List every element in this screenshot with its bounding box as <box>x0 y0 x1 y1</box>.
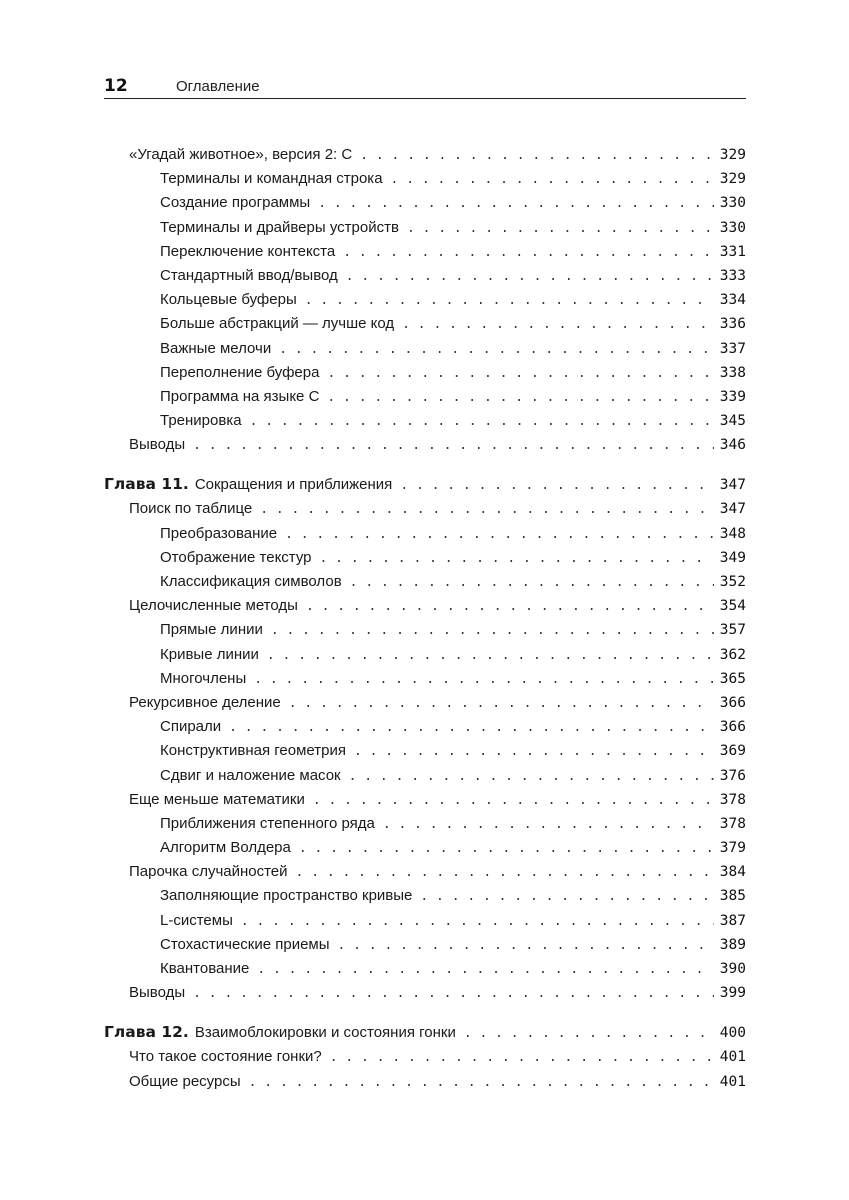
page-ref: 349 <box>719 549 746 566</box>
entry-title: Еще меньше математики <box>129 790 305 808</box>
page-ref: 366 <box>719 694 746 711</box>
entry-title: Терминалы и командная строка <box>160 170 383 188</box>
toc-entry[interactable] <box>104 497 746 521</box>
entry-title: Конструктивная геометрия <box>160 742 346 760</box>
page-ref: 390 <box>719 961 746 977</box>
page-ref: 362 <box>719 646 746 663</box>
toc-entry[interactable] <box>104 715 746 739</box>
toc-entry[interactable] <box>104 860 746 884</box>
page-ref: 400 <box>719 1025 746 1042</box>
page-ref: 378 <box>719 791 746 808</box>
entry-title: Тренировка <box>160 412 242 430</box>
entry-title: Выводы <box>129 984 186 1002</box>
toc-entry[interactable] <box>104 1045 746 1069</box>
entry-title: Кривые линии <box>160 645 259 663</box>
page-ref: 366 <box>719 719 746 736</box>
entry-title: Отображение текстур <box>160 548 312 566</box>
toc-entry[interactable] <box>104 312 746 336</box>
toc-entry[interactable] <box>104 167 746 191</box>
page-ref: 338 <box>719 364 746 381</box>
leader-dots <box>383 813 714 837</box>
chapter-12-heading[interactable] <box>104 1019 746 1045</box>
leader-dots <box>285 523 714 547</box>
entry-title: Стандартный ввод/вывод <box>160 266 338 284</box>
toc-entry[interactable] <box>104 691 746 715</box>
leader-dots <box>354 740 714 764</box>
toc-entry[interactable] <box>104 933 746 957</box>
leader-dots <box>420 885 713 909</box>
page-ref: 339 <box>719 388 746 405</box>
entry-title: Создание программы <box>160 194 311 212</box>
leader-dots <box>360 144 714 168</box>
entry-title: Важные мелочи <box>160 339 272 357</box>
page-ref: 330 <box>719 219 746 236</box>
toc-entry[interactable] <box>104 981 746 1005</box>
toc-entry[interactable] <box>104 264 746 288</box>
entry-title: Алгоритм Волдера <box>160 839 291 857</box>
entry-title: Многочлены <box>160 669 247 687</box>
toc-entry[interactable] <box>104 884 746 908</box>
page-ref: 329 <box>719 171 746 188</box>
entry-title: Сдвиг и наложение масок <box>160 766 341 784</box>
toc-entry[interactable] <box>104 433 746 457</box>
leader-dots <box>193 982 714 1006</box>
entry-title: Парочка случайностей <box>129 863 288 881</box>
leader-dots <box>296 861 714 885</box>
toc-entry[interactable] <box>104 191 746 215</box>
toc-entry[interactable] <box>104 570 746 594</box>
toc-entry[interactable] <box>104 836 746 860</box>
page-ref: 334 <box>719 292 746 309</box>
entry-title: Рекурсивное деление <box>129 693 281 711</box>
toc-entry[interactable] <box>104 546 746 570</box>
toc-entry[interactable] <box>104 216 746 240</box>
page-ref: 347 <box>719 477 746 494</box>
leader-dots <box>313 789 714 813</box>
page-ref: 379 <box>719 840 746 857</box>
leader-dots <box>327 386 713 410</box>
leader-dots <box>330 1046 714 1070</box>
leader-dots <box>305 289 714 313</box>
chapter-title: Взаимоблокировки и состояния гонки <box>194 1024 456 1042</box>
leader-dots <box>407 217 714 241</box>
entry-title: Больше абстракций — лучше код <box>160 315 395 333</box>
page-ref: 337 <box>719 340 746 357</box>
leader-dots <box>299 837 714 861</box>
leader-dots <box>267 644 714 668</box>
toc-entry[interactable] <box>104 409 746 433</box>
page-ref: 399 <box>719 985 746 1002</box>
page-ref: 389 <box>719 936 746 953</box>
toc-entry[interactable] <box>104 812 746 836</box>
toc-entry[interactable] <box>104 288 746 312</box>
chapter-label: Глава 12. <box>104 1023 189 1042</box>
leader-dots <box>229 716 714 740</box>
page-ref: 365 <box>719 670 746 687</box>
chapter-title: Сокращения и приближения <box>194 476 393 494</box>
page-ref: 401 <box>719 1073 746 1090</box>
entry-title: Заполняющие пространство кривые <box>160 887 413 905</box>
entry-title: Прямые линии <box>160 621 263 639</box>
page-ref: 333 <box>719 267 746 284</box>
chapter-10-tail-entries <box>104 143 746 457</box>
toc-entry[interactable] <box>104 240 746 264</box>
toc-entry[interactable] <box>104 667 746 691</box>
leader-dots <box>349 765 714 789</box>
entry-title: L-системы <box>160 911 233 929</box>
toc-entry[interactable] <box>104 337 746 361</box>
leader-dots <box>257 958 713 982</box>
toc-entry[interactable] <box>104 764 746 788</box>
entry-title: Преобразование <box>160 524 278 542</box>
page-ref: 387 <box>719 912 746 929</box>
page-ref: 336 <box>719 316 746 333</box>
entry-title: Квантование <box>160 960 250 977</box>
entry-title: Общие ресурсы <box>129 1072 241 1090</box>
toc-entry[interactable] <box>104 594 746 618</box>
page-ref: 330 <box>719 195 746 212</box>
entry-title: Поиск по таблице <box>129 500 253 518</box>
entry-title: Кольцевые буферы <box>160 291 297 309</box>
page-ref: 329 <box>719 147 746 163</box>
page-ref: 347 <box>719 501 746 518</box>
page-header <box>104 72 746 99</box>
toc-entry[interactable] <box>104 143 746 167</box>
page-number: 12 <box>104 76 128 96</box>
leader-dots <box>193 434 714 458</box>
entry-title: Классификация символов <box>160 573 342 590</box>
leader-dots <box>306 595 714 619</box>
page-ref: 346 <box>719 437 746 454</box>
leader-dots <box>464 1021 714 1047</box>
leader-dots <box>289 692 714 716</box>
page-ref: 376 <box>719 767 746 784</box>
toc-entry[interactable] <box>104 957 746 981</box>
entry-title: Терминалы и драйверы устройств <box>160 218 399 236</box>
entry-title: Целочисленные методы <box>129 597 298 615</box>
leader-dots <box>343 241 714 265</box>
toc-entry[interactable] <box>104 1070 746 1094</box>
toc-entry[interactable] <box>104 522 746 546</box>
page-ref: 348 <box>719 525 746 542</box>
leader-dots <box>350 571 714 595</box>
leader-dots <box>318 192 714 216</box>
toc-entry[interactable] <box>104 618 746 642</box>
entry-title: Приближения степенного ряда <box>160 814 375 832</box>
leader-dots <box>338 934 714 958</box>
page-ref: 354 <box>719 598 746 615</box>
leader-dots <box>327 362 713 386</box>
entry-title: Стохастические приемы <box>160 935 330 953</box>
chapter-12-entries <box>104 1045 746 1093</box>
leader-dots <box>320 547 714 571</box>
entry-title: Переключение контекста <box>160 242 336 260</box>
page-ref: 401 <box>719 1049 746 1066</box>
entry-title: Выводы <box>129 436 186 454</box>
leader-dots <box>346 265 714 289</box>
entry-title: Переполнение буфера <box>160 363 320 381</box>
leader-dots <box>279 338 714 362</box>
toc-entry[interactable] <box>104 643 746 667</box>
page-ref: 357 <box>719 622 746 639</box>
leader-dots <box>402 313 714 337</box>
running-title: Оглавление <box>176 78 260 95</box>
toc-entry[interactable] <box>104 788 746 812</box>
leader-dots <box>250 410 714 434</box>
toc-entry[interactable] <box>104 739 746 763</box>
leader-dots <box>260 498 714 522</box>
entry-title: Что такое состояние гонки? <box>129 1048 322 1066</box>
leader-dots <box>249 1071 714 1095</box>
page-ref: 352 <box>719 574 746 590</box>
leader-dots <box>254 668 714 692</box>
leader-dots <box>241 910 714 934</box>
chapter-11-entries <box>104 497 746 1005</box>
entry-title: Программа на языке С <box>160 387 320 405</box>
page-ref: 345 <box>719 413 746 430</box>
toc-entry[interactable] <box>104 361 746 385</box>
toc-entry[interactable] <box>104 909 746 933</box>
entry-title: «Угадай животное», версия 2: С <box>129 146 353 163</box>
page-ref: 385 <box>719 888 746 905</box>
entry-title: Спирали <box>160 718 222 736</box>
page-ref: 384 <box>719 864 746 881</box>
chapter-label: Глава 11. <box>104 475 189 494</box>
table-of-contents <box>104 143 746 1094</box>
leader-dots <box>391 168 714 192</box>
leader-dots <box>271 619 714 643</box>
chapter-11-heading[interactable] <box>104 471 746 497</box>
page-ref: 331 <box>719 243 746 260</box>
page-ref: 378 <box>719 815 746 832</box>
toc-entry[interactable] <box>104 385 746 409</box>
page-ref: 369 <box>719 743 746 760</box>
leader-dots <box>400 473 713 499</box>
